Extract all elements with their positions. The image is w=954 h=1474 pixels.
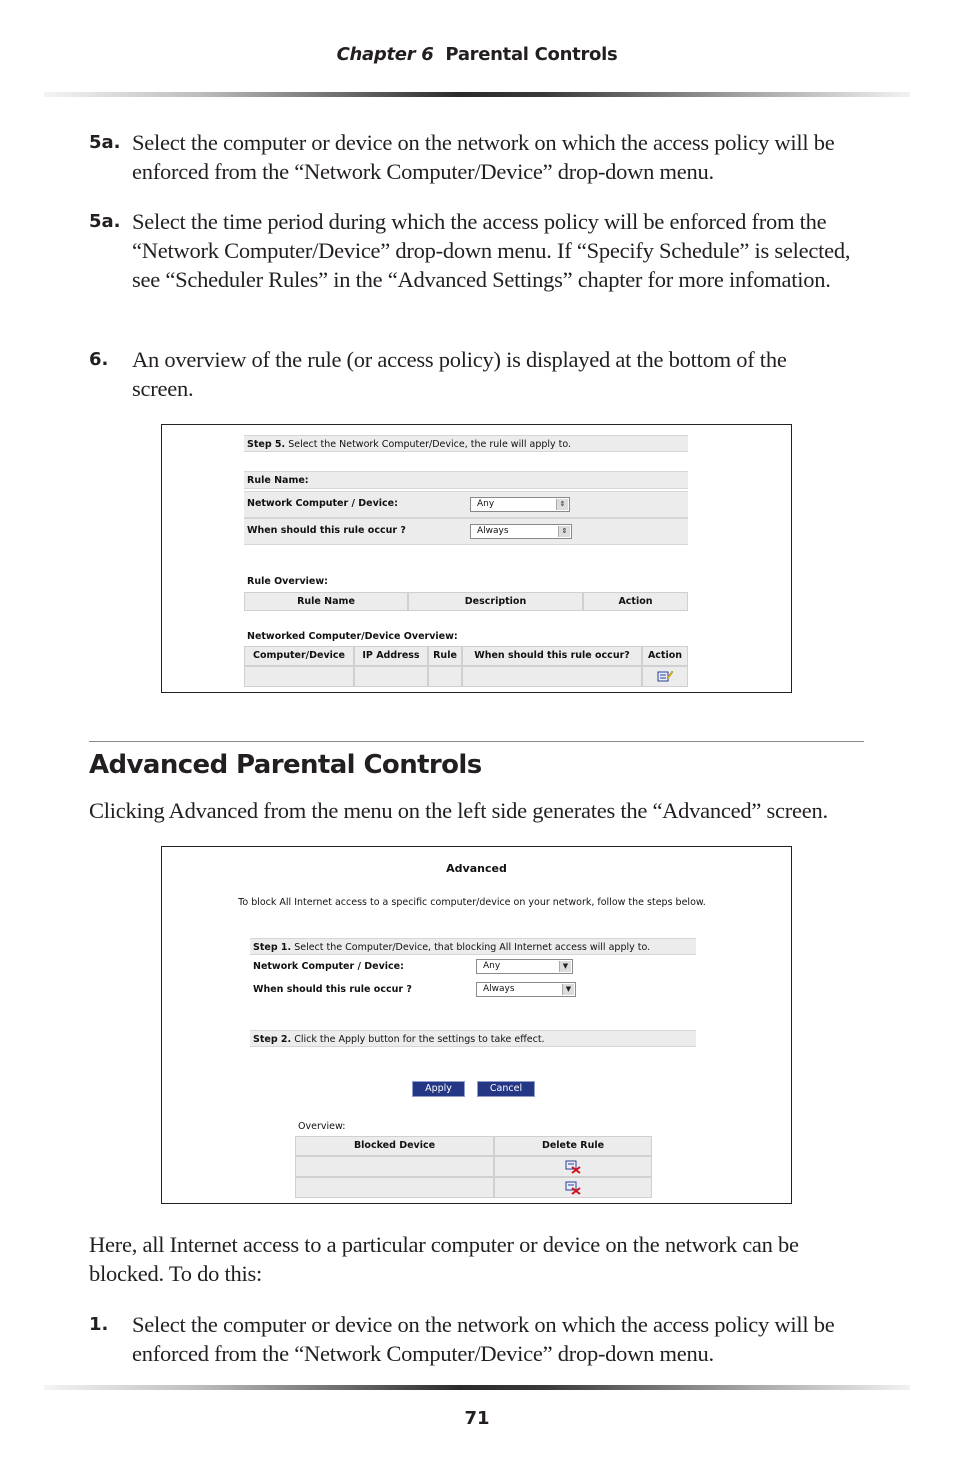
col-action: Action xyxy=(583,592,688,611)
col-computer-device: Computer/Device xyxy=(244,646,354,666)
step-text: Select the time period during which the access policy will be enforced from the “Network Computer/Device” drop-down menu. If “Specify Schedule” is selected, see “Scheduler Rules” in the “Advanced Settings” chapter for more infomation. xyxy=(132,209,851,292)
step-text: Select the computer or device on the network on which the access policy will be enforced from the “Network Computer/Device” drop-down menu. xyxy=(132,1312,835,1366)
col-when: When should this rule occur? xyxy=(462,646,642,666)
table-cell xyxy=(244,666,354,687)
step2-text: Click the Apply button for the settings to take effect. xyxy=(294,1034,545,1045)
step-number: 1. xyxy=(89,1314,109,1335)
col-rule-name: Rule Name xyxy=(244,592,408,611)
chapter-label: Chapter 6 xyxy=(336,44,434,65)
overview-label: Overview: xyxy=(298,1121,346,1132)
delete-icon[interactable] xyxy=(565,1180,581,1194)
when-label: When should this rule occur ? xyxy=(253,984,412,995)
body-paragraph: Here, all Internet access to a particular computer or device on the network can be blocked. To do this: xyxy=(89,1232,799,1286)
when-select[interactable] xyxy=(470,524,572,539)
step-text: An overview of the rule (or access policy) is displayed at the bottom of the screen. xyxy=(132,347,787,401)
when-value: Always xyxy=(483,984,515,994)
network-device-label: Network Computer / Device: xyxy=(253,961,404,972)
col-action-2: Action xyxy=(642,646,688,666)
step5-text: Select the Network Computer/Device, the rule will apply to. xyxy=(288,439,572,450)
section-divider xyxy=(89,741,864,742)
table-cell xyxy=(428,666,462,687)
step1-label: Step 1. xyxy=(253,942,292,953)
step-number: 5a. xyxy=(89,211,121,232)
step1-row xyxy=(250,938,696,955)
step-text: Select the computer or device on the network on which the access policy will be enforced from the “Network Computer/Device” drop-down menu. xyxy=(132,130,835,184)
step-number: 5a. xyxy=(89,132,121,153)
cancel-button[interactable]: Cancel xyxy=(477,1081,535,1097)
chevron-down-icon: ▼ xyxy=(562,984,574,995)
network-device-value: Any xyxy=(477,499,495,509)
chapter-header xyxy=(0,44,954,65)
edit-icon[interactable] xyxy=(657,668,673,682)
step2-label: Step 2. xyxy=(253,1034,292,1045)
network-device-select[interactable] xyxy=(476,959,573,974)
updown-arrow-icon: ⇕ xyxy=(558,526,570,537)
advanced-instructions: To block All Internet access to a specific computer/device on your network, follow the steps below. xyxy=(238,897,706,908)
section-intro: Clicking Advanced from the menu on the left side generates the “Advanced” screen. xyxy=(89,798,828,823)
advanced-title: Advanced xyxy=(446,862,507,875)
step-number: 6. xyxy=(89,349,109,370)
col-ip-address: IP Address xyxy=(354,646,428,666)
chevron-down-icon: ▼ xyxy=(559,961,571,972)
chapter-title: Parental Controls xyxy=(445,44,618,65)
col-rule: Rule xyxy=(428,646,462,666)
net-overview-label: Networked Computer/Device Overview: xyxy=(247,631,458,642)
updown-arrow-icon: ⇕ xyxy=(556,499,568,510)
table-cell xyxy=(295,1156,494,1177)
apply-button[interactable]: Apply xyxy=(412,1081,465,1097)
step5-label: Step 5. xyxy=(247,439,286,450)
section-title: Advanced Parental Controls xyxy=(89,750,482,780)
table-cell xyxy=(354,666,428,687)
network-device-label: Network Computer / Device: xyxy=(247,498,398,509)
network-device-value: Any xyxy=(483,961,501,971)
col-blocked-device: Blocked Device xyxy=(295,1136,494,1156)
rule-overview-label: Rule Overview: xyxy=(247,576,328,587)
network-device-row xyxy=(244,491,688,518)
network-device-select[interactable] xyxy=(470,497,570,512)
when-label: When should this rule occur ? xyxy=(247,525,406,536)
table-cell xyxy=(295,1177,494,1198)
rule-screenshot xyxy=(161,424,792,693)
when-select[interactable] xyxy=(476,982,576,997)
rule-name-row xyxy=(244,471,688,489)
step5-row xyxy=(244,435,688,452)
header-rule xyxy=(44,92,910,97)
footer-rule xyxy=(44,1385,910,1390)
col-delete-rule: Delete Rule xyxy=(494,1136,652,1156)
table-cell xyxy=(462,666,642,687)
when-value: Always xyxy=(477,526,509,536)
rule-name-label: Rule Name: xyxy=(247,475,309,486)
advanced-screenshot xyxy=(161,846,792,1204)
delete-icon[interactable] xyxy=(565,1159,581,1173)
page-number: 71 xyxy=(464,1408,490,1429)
col-description: Description xyxy=(408,592,583,611)
step2-row xyxy=(250,1030,696,1047)
when-row xyxy=(244,518,688,545)
step1-text: Select the Computer/Device, that blocking All Internet access will apply to. xyxy=(294,942,651,953)
